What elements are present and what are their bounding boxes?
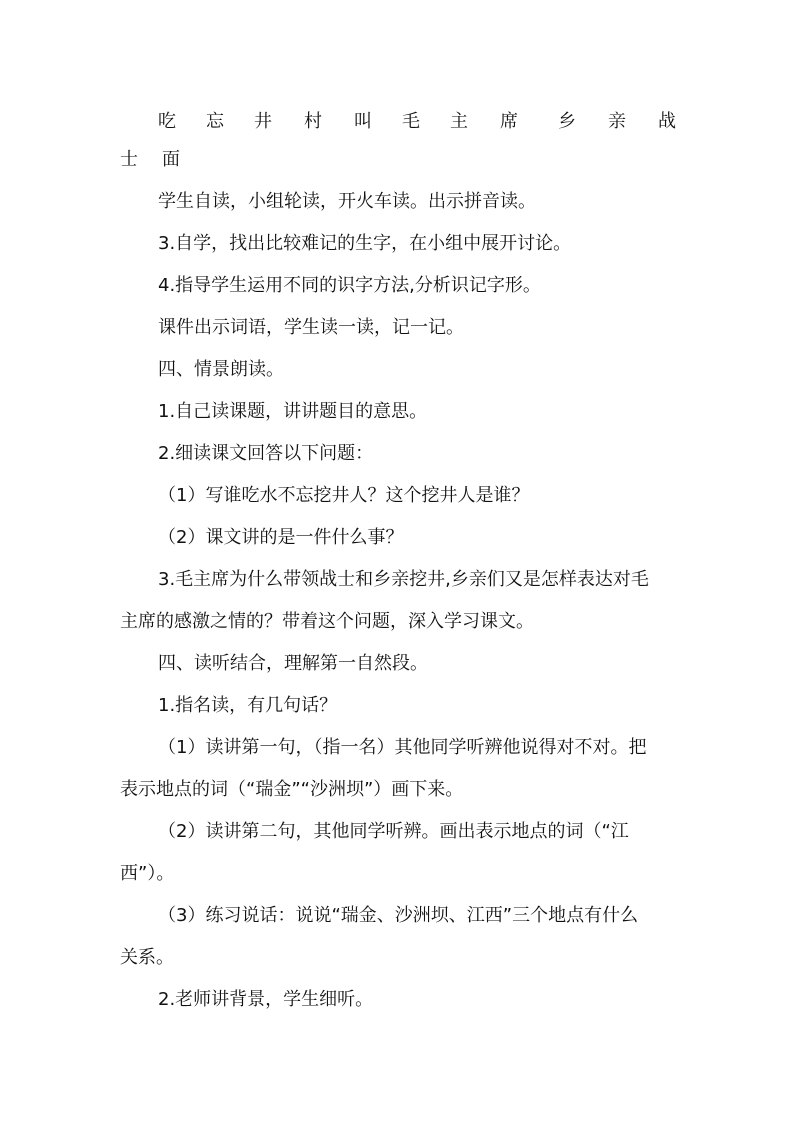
paragraph: （2）读讲第二句，其他同学听辨。画出表示地点的词（“江 <box>158 821 629 842</box>
vocab-char: 吃 <box>158 111 176 132</box>
section-heading: 四、读听结合，理解第一自然段。 <box>158 653 428 674</box>
vocab-char: 面 <box>162 149 180 170</box>
vocab-char: 忘 <box>206 111 224 132</box>
paragraph-continuation: 主席的感激之情的？带着这个问题，深入学习课文。 <box>120 611 534 632</box>
vocab-char: 叫 <box>354 111 372 132</box>
vocab-row-2 <box>120 149 180 171</box>
vocab-char: 乡 <box>558 111 576 132</box>
vocab-char: 村 <box>304 111 322 132</box>
vocab-char: 毛 <box>402 111 420 132</box>
paragraph: （1）写谁吃水不忘挖井人？这个挖井人是谁？ <box>158 485 530 506</box>
paragraph: 2.细读课文回答以下问题： <box>158 443 374 464</box>
paragraph: 1.自己读课题，讲讲题目的意思。 <box>158 401 428 422</box>
paragraph: （2）课文讲的是一件什么事？ <box>158 527 404 548</box>
paragraph: 课件出示词语，学生读一读，记一记。 <box>158 317 464 338</box>
vocab-char: 亲 <box>608 111 626 132</box>
vocab-char: 主 <box>450 111 468 132</box>
paragraph: 4.指导学生运用不同的识字方法,分析识记字形。 <box>158 275 541 296</box>
paragraph: （3）练习说话：说说“瑞金、沙洲坝、江西”三个地点有什么 <box>158 905 639 926</box>
vocab-row-1 <box>158 107 678 132</box>
paragraph-continuation: 关系。 <box>120 947 174 968</box>
paragraph: 学生自读，小组轮读，开火车读。出示拼音读。 <box>158 191 536 212</box>
paragraph: 1.指名读，有几句话？ <box>158 695 338 716</box>
vocab-char: 席 <box>500 111 518 132</box>
vocab-char: 井 <box>254 111 272 132</box>
paragraph: 3.毛主席为什么带领战士和乡亲挖井,乡亲们又是怎样表达对毛 <box>158 569 649 590</box>
paragraph-continuation: 西”）。 <box>120 863 175 884</box>
paragraph-continuation: 表示地点的词（“瑞金”“沙洲坝”）画下来。 <box>120 779 464 800</box>
paragraph: 2.老师讲背景，学生细听。 <box>158 989 374 1010</box>
paragraph: （1）读讲第一句，（指一名）其他同学听辨他说得对不对。把 <box>158 737 647 758</box>
paragraph: 3.自学，找出比较难记的生字，在小组中展开讨论。 <box>158 233 572 254</box>
section-heading: 四、情景朗读。 <box>158 359 284 380</box>
vocab-char: 士 <box>120 149 138 170</box>
vocab-char: 战 <box>658 111 676 132</box>
